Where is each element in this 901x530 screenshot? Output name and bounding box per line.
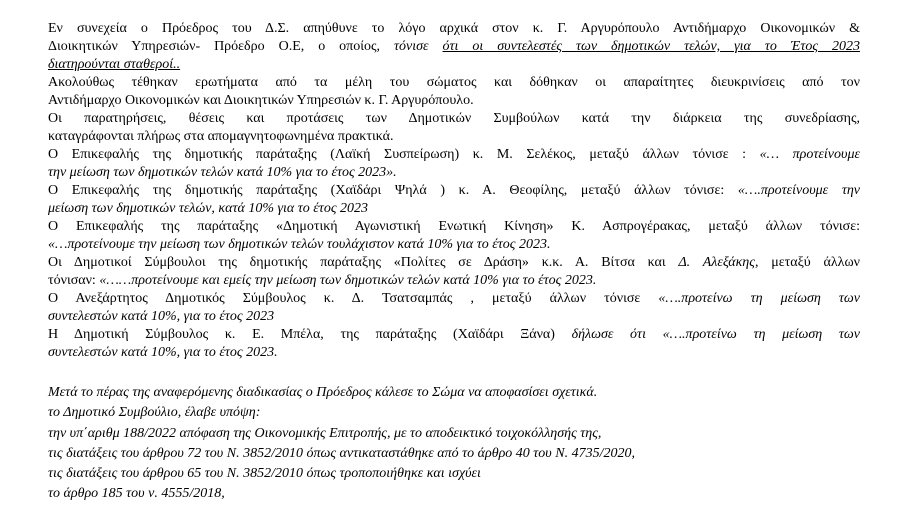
remarks-line-2: καταγράφονται πλήρως στα απομαγνητοφωνημένα πρακτικά. (48, 129, 394, 144)
questions-paragraph (48, 74, 860, 110)
questions-line-2: Αντιδήμαρχο Οικονομικών και Διοικητικών Υπηρεσιών κ. Γ. Αργυρόπουλο. (48, 93, 474, 108)
statement-selekos (48, 146, 860, 182)
intro-line-3: διατηρούνται σταθεροί.. (48, 57, 181, 72)
intro-line-1: Εν συνεχεία ο Πρόεδρος του Δ.Σ. απηύθυνε το λόγο αρχικά στον κ. Γ. Αργυρόπουλο Αντιδήμαρχο Οικονομικών & (48, 21, 860, 36)
statement-line: Ο Επικεφαλής της δημοτικής παράταξης (Χαϊδάρι Ψηλά ) κ. Α. Θεοφίλης, μεταξύ άλλων τόνισε: «….προτείνουμε την (48, 183, 861, 198)
statement-line: Ο Επικεφαλής της παράταξης «Δημοτική Αγωνιστική Ενωτική Κίνηση» Κ. Ασπρογέρακας, μεταξύ άλλων τόνισε: (48, 219, 860, 234)
statement-line: Η Δημοτική Σύμβουλος κ. Ε. Μπέλα, της παράταξης (Χαϊδάρι Ξάνα) δήλωσε ότι «….προτείνω τη μείωση των (48, 327, 860, 342)
statement-line: μείωση των δημοτικών τελών, κατά 10% για το έτος 2023 (48, 201, 368, 216)
intro-paragraph (48, 20, 860, 74)
statement-line: Ο Ανεξάρτητος Δημοτικός Σύμβουλος κ. Δ. Τσατσαμπάς , μεταξύ άλλων τόνισε «….προτείνω τη μείωση των (48, 291, 861, 306)
statement-tsatsampas (48, 290, 860, 326)
statement-line: «…προτείνουμε την μείωση των δημοτικών τελών τουλάχιστον κατά 10% για το έτος 2023. (48, 237, 551, 252)
document-page (48, 20, 860, 505)
closing-line-3: την υπ΄αριθμ 188/2022 απόφαση της Οικονομικής Επιτροπής, με το αποδεικτικό τοιχοκόλλησής της, (48, 425, 602, 441)
closing-line-5: τις διατάξεις του άρθρου 65 του Ν. 3852/2010 όπως τροποποιήθηκε και ισχύει (48, 466, 481, 482)
statement-line: συντελεστών κατά 10%, για το έτος 2023. (48, 345, 278, 360)
statement-line: συντελεστών κατά 10%, για το έτος 2023 (48, 309, 275, 324)
closing-line-2: το Δημοτικό Συμβούλιο, έλαβε υπόψη: (48, 405, 261, 421)
closing-section (48, 383, 860, 505)
paragraph-spacer (48, 362, 860, 383)
statement-vitsa-alexakis (48, 254, 860, 290)
closing-line-6: το άρθρο 185 του ν. 4555/2018, (48, 486, 225, 502)
statement-line: Ο Επικεφαλής της δημοτικής παράταξης (Λαϊκή Συσπείρωση) κ. Μ. Σελέκος, μεταξύ άλλων τόνισε : «… προτείνουμε (48, 147, 860, 162)
statement-line: τόνισαν: «……προτείνουμε και εμείς την μείωση των δημοτικών τελών κατά 10% για το έτος 2023. (48, 273, 597, 288)
statement-line: Οι Δημοτικοί Σύμβουλοι της δημοτικής παράταξης «Πολίτες σε Δράση» κ.κ. Α. Βίτσα και Δ. Αλεξάκης, μεταξύ άλλων (48, 255, 860, 270)
statement-asprogerakas (48, 218, 860, 254)
questions-line-1: Ακολούθως τέθηκαν ερωτήματα από τα μέλη του σώματος και δόθηκαν οι απαραίτητες διευκρινίσεις από τον (48, 75, 860, 90)
closing-line-1: Μετά το πέρας της αναφερόμενης διαδικασίας ο Πρόεδρος κάλεσε το Σώμα να αποφασίσει σχετικά. (48, 385, 598, 400)
remarks-line-1: Οι παρατηρήσεις, θέσεις και προτάσεις των Δημοτικών Συμβούλων κατά την διάρκεια της συνεδρίασης, (48, 111, 860, 126)
statement-line: την μείωση των δημοτικών τελών κατά 10% για το έτος 2023». (48, 165, 397, 180)
remarks-paragraph (48, 110, 860, 146)
closing-line-4: τις διατάξεις του άρθρου 72 του Ν. 3852/2010 όπως αντικαταστάθηκε από το άρθρο 40 του Ν. 4735/2020, (48, 445, 635, 461)
statement-theofilis (48, 182, 860, 218)
intro-line-2: Διοικητικών Υπηρεσιών- Πρόεδρο Ο.Ε, ο οποίος, τόνισε ότι οι συντελεστές των δημοτικών τελών, για το Έτος 2023 (48, 39, 860, 54)
statement-mpela (48, 326, 860, 362)
